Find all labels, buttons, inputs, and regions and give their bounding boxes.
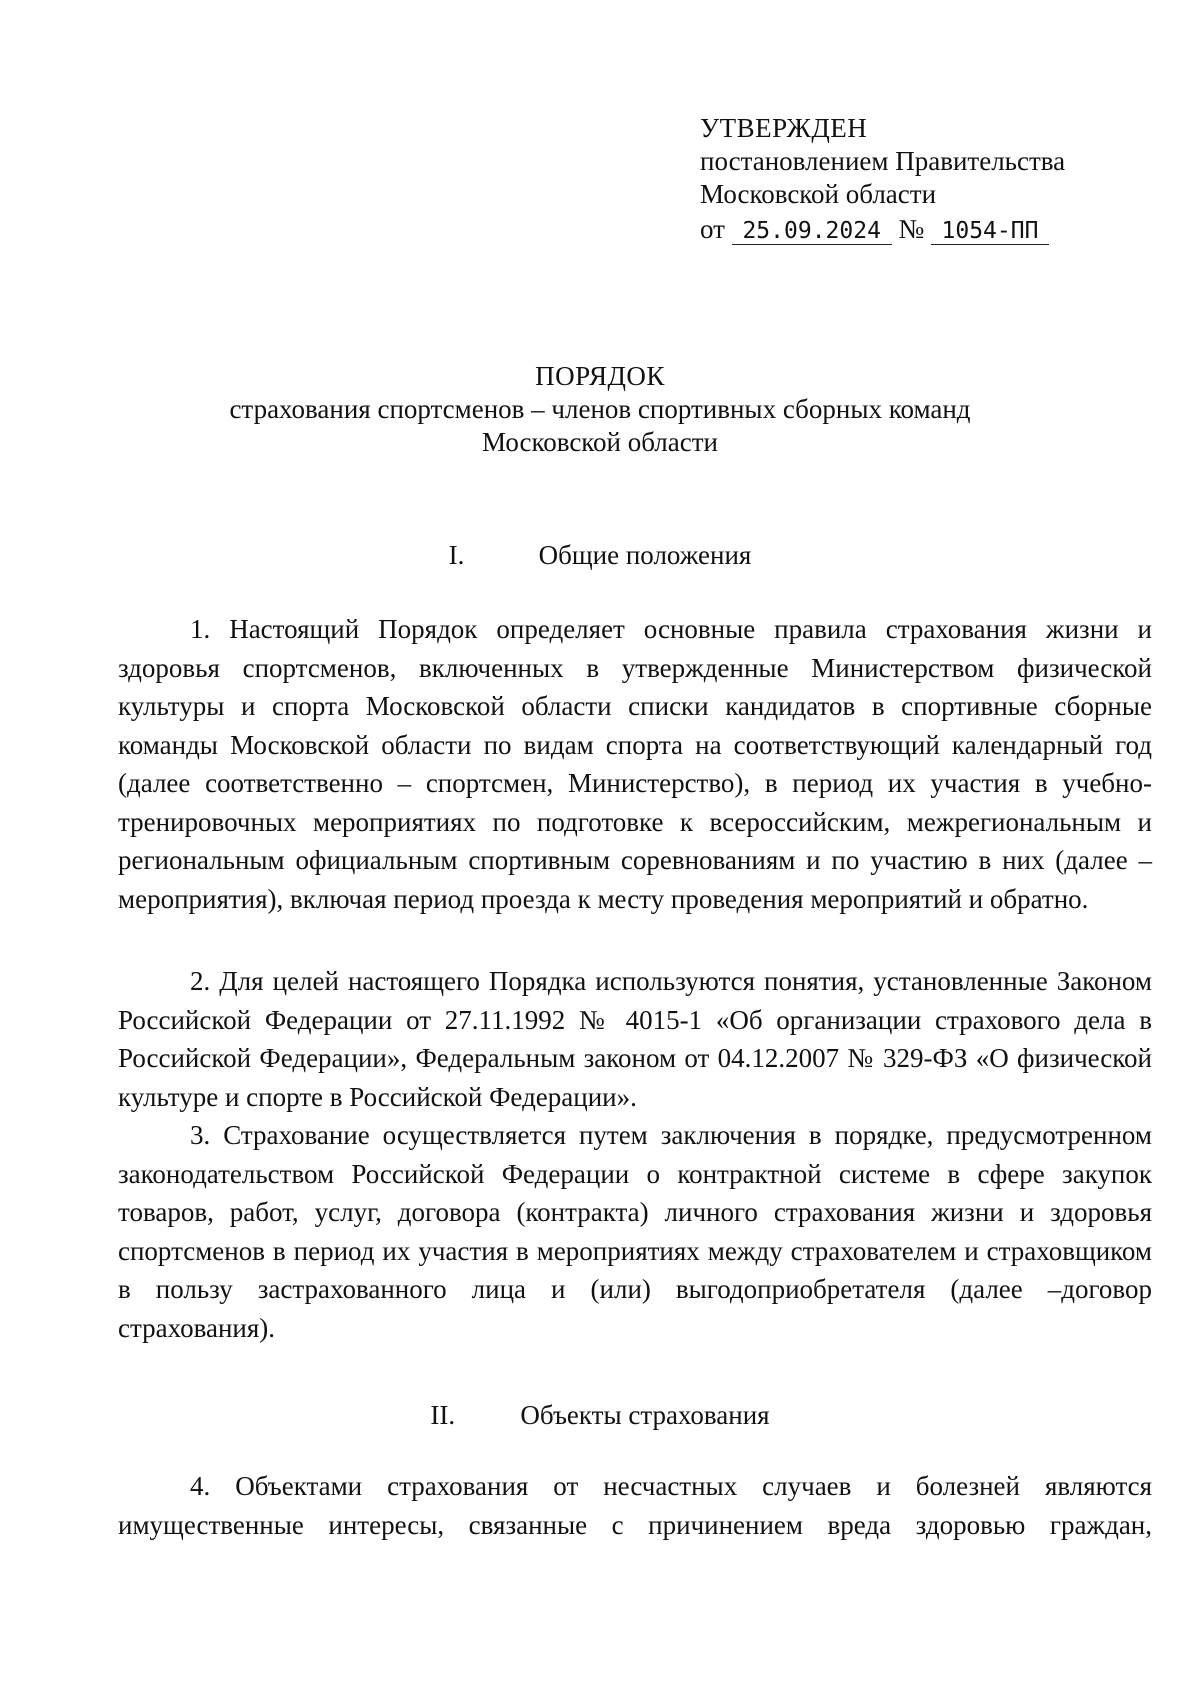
- paragraph-2: 2. Для целей настоящего Порядка используются понятия, установленные Законом Российской Федерации от 27.11.1992 № 4015-1 «Об организации страхового дела в Российской Федерации», Федеральным законом от 04.12.2007 № 329-ФЗ «О физической культуре и спорте в Российской Федерации».: [118, 966, 1152, 1112]
- approval-line-1: постановлением Правительства: [700, 146, 1066, 176]
- section-numeral: II.: [430, 1400, 456, 1430]
- approval-date-line: [700, 213, 1065, 246]
- section-title: Объекты страхования: [520, 1400, 770, 1430]
- document-title-block: [0, 360, 1200, 459]
- paragraph-1: 1. Настоящий Порядок определяет основные правила страхования жизни и здоровья спортсменов, включенных в утвержденные Министерством физической культуры и спорта Московской области списки кандидатов в спортивные сборные команды Московской области по видам спорта на соответствующий календарный год (далее соответственно – спортсмен, Министерство), в период их участия в учебно-тренировочных мероприятиях по подготовке к всероссийским, межрегиональным и региональным официальным спортивным соревнованиям и по участию в них (далее – мероприятия), включая период проезда к месту проведения мероприятий и обратно.: [118, 614, 1152, 914]
- number-prefix: №: [898, 214, 925, 244]
- paragraph-4: 4. Объектами страхования от несчастных случаев и болезней являются имущественные интересы, связанные с причинением вреда здоровью граждан,: [118, 1471, 1152, 1540]
- date-prefix: от: [700, 214, 725, 244]
- approval-number: 1054-ПП: [931, 218, 1049, 245]
- section-heading-1: [0, 540, 1200, 571]
- document-title: ПОРЯДОК: [535, 361, 665, 391]
- section-numeral: I.: [448, 540, 465, 570]
- approval-line-2: Московской области: [700, 179, 937, 209]
- section-title: Общие положения: [538, 540, 752, 570]
- approval-stamp: [700, 112, 1065, 246]
- paragraph-3: 3. Страхование осуществляется путем заключения в порядке, предусмотренном законодательством Российской Федерации о контрактной системе в сфере закупок товаров, работ, услуг, договора (контракта) личного страхования жизни и здоровья спортсменов в период их участия в мероприятиях между страхователем и страховщиком в пользу застрахованного лица и (или) выгодоприобретателя (далее –договор страхования).: [118, 1120, 1152, 1343]
- section-heading-2: [0, 1400, 1200, 1431]
- approval-date: 25.09.2024: [732, 218, 892, 245]
- document-subtitle-line-1: страхования спортсменов – членов спортивных сборных команд: [229, 394, 971, 424]
- approval-heading: УТВЕРЖДЕН: [700, 113, 868, 143]
- document-subtitle-line-2: Московской области: [481, 427, 718, 457]
